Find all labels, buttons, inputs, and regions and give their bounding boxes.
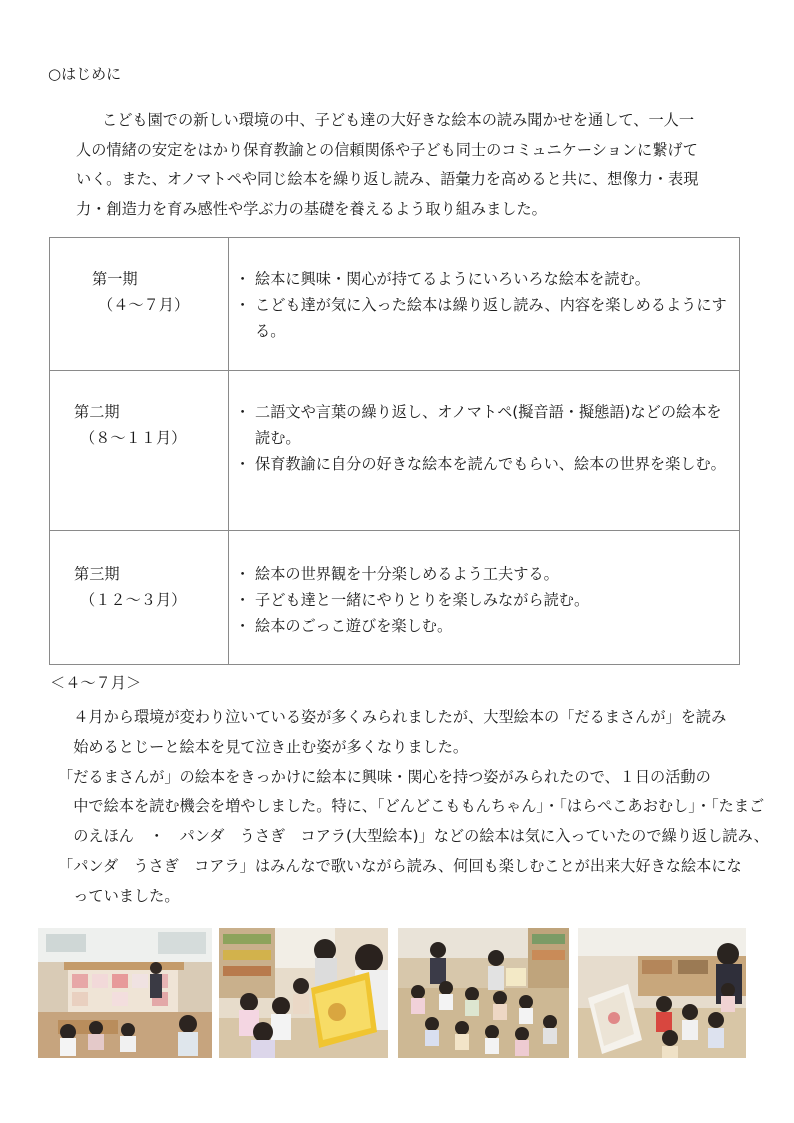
body-line: 「だるまさんが」の絵本をきっかけに絵本に興味・関心を持つ姿がみられたので、１日の活動の (58, 767, 711, 786)
list-item: ・ 子ども達と一緒にやりとりを楽しみながら読む。 (235, 591, 590, 609)
list-item: ・ 絵本のごっこ遊びを楽しむ。 (235, 617, 453, 635)
body-line: っていました。 (58, 886, 180, 905)
period-name: 第一期 (92, 270, 138, 288)
table-row-period-1 (50, 238, 740, 371)
table-row-period-3 (50, 531, 740, 665)
section-body (58, 703, 769, 912)
photo-strip (38, 928, 746, 1058)
period-name: 第三期 (74, 565, 120, 583)
period-items-cell (229, 371, 740, 531)
period-name: 第二期 (74, 403, 120, 421)
list-item: ・ 絵本の世界観を十分楽しめるよう工夫する。 (235, 565, 559, 583)
intro-line: 力・創造力を育み感性や学ぶ力の基礎を養えるよう取り組みました。 (76, 199, 547, 218)
intro-line: 人の情緒の安定をはかり保育教諭との信頼関係や子ども同士のコミュニケーションに繋げて (76, 140, 698, 159)
period-plan-table (49, 237, 740, 665)
photo-teacher-showing-book (578, 928, 746, 1058)
body-line: 始めるとじーと絵本を見て泣き止む姿が多くなりました。 (58, 737, 469, 756)
body-line: ４月から環境が変わり泣いている姿が多くみられましたが、大型絵本の「だるまさんが」を読み (58, 708, 727, 726)
period-cell (50, 371, 229, 531)
body-line: 「パンダ うさぎ コアラ」はみんなで歌いながら読み、何回も楽しむことが出来大好きな絵本にな (58, 856, 742, 875)
period-cell (50, 531, 229, 665)
list-item: ・ 絵本に興味・関心が持てるようにいろいろな絵本を読む。 (235, 270, 650, 288)
period-cell (50, 238, 229, 371)
table-row-period-2 (50, 371, 740, 531)
period-range: （４～７月） (98, 296, 190, 314)
list-item: ・ 保育教諭に自分の好きな絵本を読んでもらい、絵本の世界を楽しむ。 (235, 455, 726, 473)
body-line: 中で絵本を読む機会を増やしました。特に、「どんどこももんちゃん」・「はらぺこあおむし」・「たまご (58, 797, 765, 816)
body-line: のえほん ・ パンダ うさぎ コアラ(大型絵本)」などの絵本は気に入っていたので繰り返し読み、 (58, 827, 769, 846)
intro-line: いく。また、オノマトペや同じ絵本を繰り返し読み、語彙力を高めると共に、想像力・表現 (76, 170, 699, 189)
section-heading-intro: ○はじめに (48, 65, 122, 83)
photo-reading-big-book (219, 928, 388, 1058)
photo-children-gathered (398, 928, 569, 1058)
period-range: （８～１１月） (80, 429, 187, 447)
intro-line: こども園での新しい環境の中、子ども達の大好きな絵本の読み聞かせを通して、一人一 (102, 111, 695, 129)
list-item: ・ 二語文や言葉の繰り返し、オノマトペ(擬音語・擬態語)などの絵本を読む。 (235, 403, 722, 447)
period-items-cell (229, 238, 740, 371)
list-item: ・ こども達が気に入った絵本は繰り返し読み、内容を楽しめるようにする。 (235, 296, 727, 340)
section-title-apr-jul: ＜４～７月＞ (50, 674, 142, 692)
period-range: （１２～３月） (80, 591, 187, 609)
period-items-cell (229, 531, 740, 665)
photo-classroom (38, 928, 212, 1058)
intro-paragraph (76, 106, 744, 224)
